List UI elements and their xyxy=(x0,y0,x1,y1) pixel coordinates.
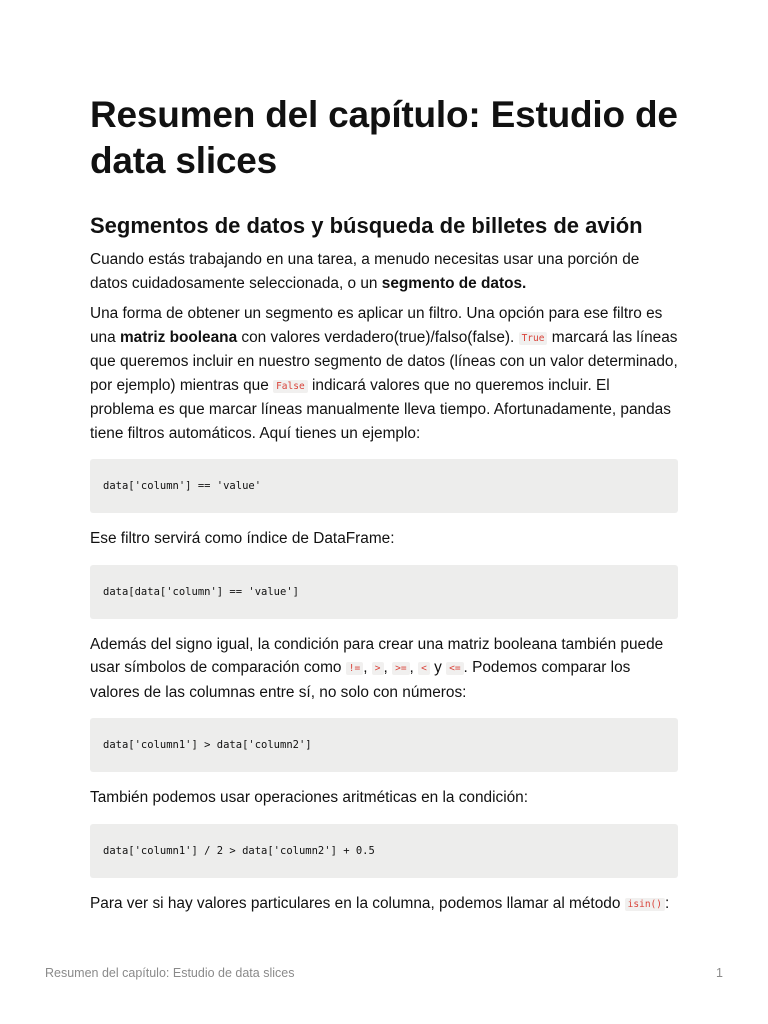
inline-code: > xyxy=(372,662,384,675)
text: y xyxy=(429,659,447,676)
page-title: Resumen del capítulo: Estudio de data slices xyxy=(90,94,678,181)
text: marcará las líneas que queremos incluir en nuestro segmento de datos (líneas con un valor determinado, por ejemplo) mientras que xyxy=(90,328,678,394)
text: Para ver si hay valores particulares en la columna, podemos llamar al método xyxy=(90,894,625,912)
inline-code: != xyxy=(346,662,363,675)
text: Además del signo igual, la condición para crear una matriz booleana también puede usar símbolos de comparación como xyxy=(90,635,664,676)
text: indicará valores que no queremos incluir. El problema es que marcar líneas manualmente lleva tiempo. Afortunadamente, pandas tiene filtros automáticos. Aquí tienes un ejemplo: xyxy=(90,376,671,442)
paragraph-arithmetic: También podemos usar operaciones aritméticas en la condición: xyxy=(90,789,529,806)
text: , xyxy=(383,659,393,676)
code-block: data['column1'] > data['column2'] xyxy=(90,718,678,772)
inline-code: <= xyxy=(446,662,463,675)
section-heading: Segmentos de datos y búsqueda de billetes de avión xyxy=(90,213,643,238)
text: , xyxy=(409,659,419,676)
paragraph-index: Ese filtro servirá como índice de DataFrame: xyxy=(90,530,395,547)
footer-page-number: 1 xyxy=(716,966,723,980)
code-block: data[data['column'] == 'value'] xyxy=(90,565,678,619)
text: Una forma de obtener un segmento es aplicar un filtro. Una opción para ese filtro es una xyxy=(90,305,663,346)
text: : xyxy=(664,894,670,912)
text: , xyxy=(363,659,372,676)
paragraph-isin xyxy=(90,892,678,917)
inline-code: True xyxy=(519,332,548,345)
text: con valores verdadero(true)/falso(false). xyxy=(237,328,519,346)
code-block: data['column'] == 'value' xyxy=(90,459,678,513)
bold-term: matriz booleana xyxy=(119,328,238,346)
paragraph-intro xyxy=(90,248,678,295)
text: Cuando estás trabajando en una tarea, a menudo necesitas usar una porción de datos cuidadosamente seleccionada, o un xyxy=(90,251,640,292)
document-body xyxy=(90,92,678,923)
paragraph-comparison xyxy=(90,633,678,705)
inline-code: >= xyxy=(392,662,409,675)
footer-title: Resumen del capítulo: Estudio de data slices xyxy=(45,966,295,980)
bold-term: segmento de datos. xyxy=(381,274,527,292)
code-block: data['column1'] / 2 > data['column2'] + 0.5 xyxy=(90,824,678,878)
inline-code: < xyxy=(418,662,430,675)
inline-code: False xyxy=(273,380,308,393)
inline-code: isin() xyxy=(625,898,665,911)
paragraph-filter xyxy=(90,302,678,445)
text: . Podemos comparar los valores de las columnas entre sí, no solo con números: xyxy=(90,659,631,701)
